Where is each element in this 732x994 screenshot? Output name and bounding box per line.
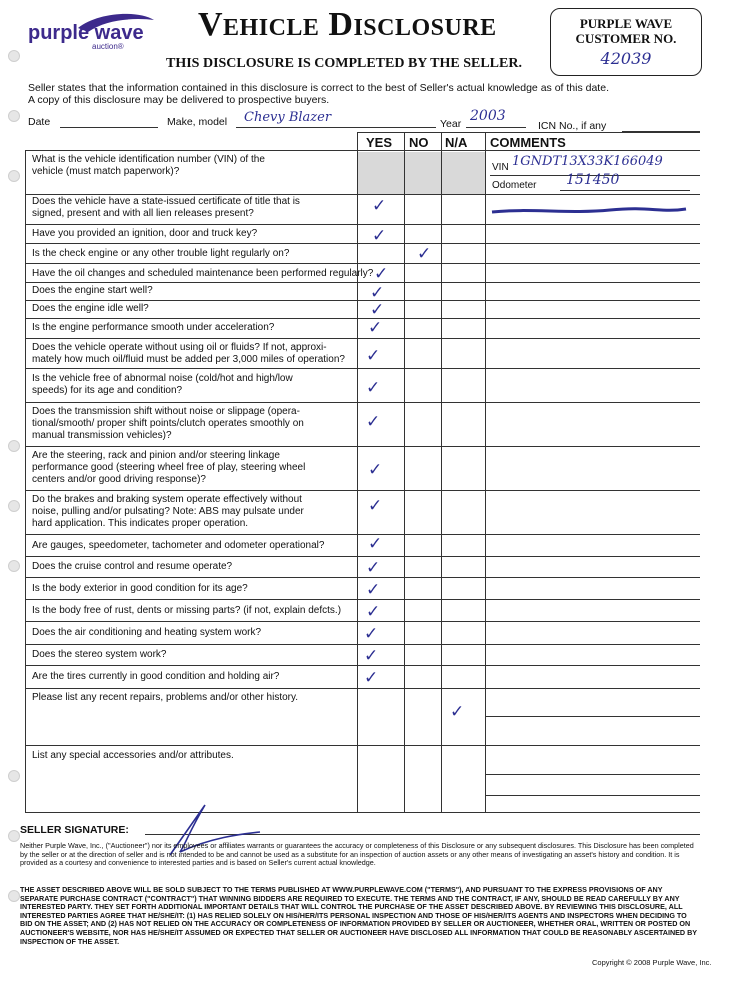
vin-label: VIN [492, 162, 509, 173]
question-abnormal-noise: Is the vehicle free of abnormal noise (cold/hot and high/low speeds) for its age and condition? [32, 373, 293, 396]
row-line [25, 621, 700, 622]
row-line [25, 282, 700, 283]
year-field-line [466, 127, 526, 128]
question-cruise-control: Does the cruise control and resume operate? [32, 561, 233, 572]
customer-number: 42039 [600, 49, 652, 68]
odometer-label: Odometer [492, 180, 537, 191]
customer-label-1: PURPLE WAVE [579, 16, 673, 31]
icn-label: ICN No., if any [538, 120, 607, 132]
row-line [25, 263, 700, 264]
row-line [25, 665, 700, 666]
row-line [25, 644, 700, 645]
punch-hole [8, 890, 20, 902]
header-top-line [357, 132, 700, 133]
question-air-conditioning: Does the air conditioning and heating system work? [32, 627, 262, 638]
question-repairs: Please list any recent repairs, problems and/or other history. [32, 692, 299, 703]
check-yes-body-exterior[interactable]: ✓ [366, 580, 381, 600]
col-na-header: N/A [445, 135, 468, 150]
check-yes-stereo[interactable]: ✓ [364, 646, 379, 666]
row-line [25, 599, 700, 600]
col-divider-yes [357, 132, 358, 812]
signature-label: SELLER SIGNATURE: [20, 824, 129, 836]
logo-wordmark: purple wave [28, 22, 144, 44]
punch-hole [8, 500, 20, 512]
check-na-repairs[interactable]: ✓ [450, 702, 465, 722]
check-yes-tires[interactable]: ✓ [364, 668, 379, 688]
check-yes-air-conditioning[interactable]: ✓ [364, 624, 379, 644]
check-yes-abnormal-noise[interactable]: ✓ [366, 378, 381, 398]
col-yes-header: YES [366, 135, 393, 150]
date-field[interactable] [60, 127, 158, 128]
seller-statement [28, 82, 708, 106]
question-accessories: List any special accessories and/or attributes. [32, 750, 234, 761]
punch-hole [8, 110, 20, 122]
punch-hole [8, 560, 20, 572]
row-line [25, 338, 700, 339]
vin-row-shade [357, 152, 485, 194]
check-yes-gauges[interactable]: ✓ [368, 534, 383, 554]
question-engine-idle: Does the engine idle well? [32, 303, 149, 314]
odometer-line [560, 190, 690, 191]
question-gauges: Are gauges, speedometer, tachometer and odometer operational? [32, 540, 325, 551]
punch-hole [8, 830, 20, 842]
row-line [25, 490, 700, 491]
make-field-line [236, 127, 436, 128]
check-yes-brakes[interactable]: ✓ [368, 496, 383, 516]
col-divider-na [441, 132, 442, 812]
comments-line [485, 774, 700, 775]
question-vin: What is the vehicle identification number (VIN) of the vehicle (must match paperwork)? [32, 154, 265, 177]
copyright-text: Copyright © 2008 Purple Wave, Inc. [592, 958, 712, 967]
date-label: Date [28, 116, 51, 128]
row-line [25, 534, 700, 535]
page-title: Vehicle Disclosure [198, 6, 497, 43]
question-body-rust: Is the body free of rust, dents or missing parts? (if not, explain defcts.) [32, 605, 342, 616]
statement-line-1: Seller states that the information contained in this disclosure is correct to the best of Seller's actual knowledge as of this date. [28, 82, 609, 94]
question-oil-changes: Have the oil changes and scheduled maintenance been performed regularly? [32, 268, 374, 279]
disclaimer-paragraph-1: Neither Purple Wave, Inc., ("Auctioneer") nor its employees or affiliates warrants or guarantees the accuracy or completeness of this Disclosure or any subsequent disclosures. This Disclosure has been completed by the seller or at the direction of seller and is not intended to be and cannot be used as a substitute for an inspection of auction assets or any other means of investigating an asset's history and condition. It is provided as a courtesy and convenience to interested parties and is based on Seller's current actual knowledge. [20, 841, 694, 868]
question-steering: Are the steering, rack and pinion and/or steering linkage performance good (steering wheel free of play, steering wheel centers and/or good driving response)? [32, 450, 306, 485]
question-engine-start: Does the engine start well? [32, 285, 153, 296]
row-line [25, 402, 700, 403]
customer-number-box [550, 8, 702, 76]
page-subtitle: THIS DISCLOSURE IS COMPLETED BY THE SELLER. [166, 56, 522, 71]
comments-line [485, 795, 700, 796]
row-line [25, 318, 700, 319]
question-keys: Have you provided an ignition, door and truck key? [32, 228, 258, 239]
row-line [25, 150, 700, 151]
question-stereo: Does the stereo system work? [32, 649, 167, 660]
col-comments-header: COMMENTS [490, 135, 566, 150]
question-body-exterior: Is the body exterior in good condition for its age? [32, 583, 248, 594]
check-yes-oil-changes[interactable]: ✓ [374, 264, 389, 284]
row-line [25, 300, 700, 301]
table-border-left [25, 150, 26, 812]
logo-subtext: auction® [92, 42, 124, 51]
row-line [25, 446, 700, 447]
punch-hole [8, 440, 20, 452]
vin-value[interactable]: 1GNDT13X33K166049 [512, 154, 663, 169]
year-label: Year [440, 118, 462, 130]
punch-hole [8, 50, 20, 62]
check-yes-steering[interactable]: ✓ [368, 460, 383, 480]
question-transmission: Does the transmission shift without noise or slippage (opera- tional/smooth/ proper shift points/clutch operates smoothly on manual transmission vehicles)? [32, 406, 304, 441]
year-value[interactable]: 2003 [470, 108, 506, 124]
col-no-header: NO [409, 135, 429, 150]
customer-label-2: CUSTOMER NO. [575, 31, 677, 46]
question-title: Does the vehicle have a state-issued certificate of title that is signed, present and with all lien releases present? [32, 196, 300, 219]
col-divider-no [404, 132, 405, 812]
row-line [25, 688, 700, 689]
make-value[interactable]: Chevy Blazer [244, 110, 332, 125]
check-yes-engine-performance[interactable]: ✓ [368, 318, 383, 338]
question-brakes: Do the brakes and braking system operate effectively without noise, pulling and/or pulsating? Note: ABS may pulsate under hard application. This indicates proper operation. [32, 494, 304, 529]
scribble-mark-icon [490, 204, 690, 218]
question-oil-fluids: Does the vehicle operate without using oil or fluids? If not, approxi- mately how much oil/fluid must be added per 3,000 miles of operation? [32, 342, 345, 365]
check-yes-body-rust[interactable]: ✓ [366, 602, 381, 622]
row-line [25, 368, 700, 369]
comments-line [485, 716, 700, 717]
check-yes-transmission[interactable]: ✓ [366, 412, 381, 432]
check-yes-title[interactable]: ✓ [372, 196, 387, 216]
check-no-check-engine[interactable]: ✓ [417, 244, 432, 264]
row-line [25, 243, 700, 244]
row-line [25, 577, 700, 578]
row-line [25, 194, 700, 195]
disclaimer-paragraph-2: THE ASSET DESCRIBED ABOVE WILL BE SOLD SUBJECT TO THE TERMS PUBLISHED AT WWW.PURPLEWAVE.COM ("TERMS"), AND PURSUANT TO THE EXPRESS PROVISIONS OF ANY SEPARATE PURCHASE CONTRACT ("CONTRACT") THAT WINNING BIDDERS ARE REQUIRED TO EXECUTE. THE TERMS AND THE CONTRACT, IF ANY, SHOULD BE READ CAREFULLY BY ANY INTERESTED PARTY. THEY SET FORTH ADDITIONAL IMPORTANT DETAILS THAT WILL CONTROL THE PURCHASE OF THE ASSET DESCRIBED ABOVE. BY REVIEWING THIS DISCLOSURE, ALL INTERESTED PARTIES AGREE THAT HE/SHE/IT: (1) HAS RELIED SOLELY ON HIS/HER/ITS PERSONAL INSPECTION AND THOSE OF HIS/HER/ITS AGENTS AND INSPECTORS WHEN DECIDING TO BID ON THE ASSET; AND (2) HAS NOT RELIED ON THE ACCURACY OR COMPLETENESS OF INFORMATION PROVIDED BY SELLER OR AUCTIONEER, WHETHER ORAL, WRITTEN OR POSTED ON AUCTIONEER'S WEBSITE, NOR HAS HE/SHE/IT ASSUMED OR EXPECTED THAT SELLER OR AUCTIONEER HAVE DISCLOSED ALL INFORMATION THAT COULD BE REASONABLY ASCERTAINED BY INSPECTION OF THE ASSET. [20, 885, 697, 946]
statement-line-2: A copy of this disclosure may be delivered to prospective buyers. [28, 94, 330, 106]
row-line [25, 556, 700, 557]
col-divider-comments [485, 132, 486, 812]
row-line [25, 812, 700, 813]
odometer-value[interactable]: 151450 [566, 172, 620, 188]
check-yes-keys[interactable]: ✓ [372, 226, 387, 246]
make-label: Make, model [167, 116, 228, 128]
check-yes-engine-idle[interactable]: ✓ [370, 300, 385, 320]
check-yes-engine-start[interactable]: ✓ [370, 283, 385, 303]
punch-hole [8, 770, 20, 782]
punch-hole [8, 170, 20, 182]
check-yes-oil-fluids[interactable]: ✓ [366, 346, 381, 366]
question-tires: Are the tires currently in good condition and holding air? [32, 671, 280, 682]
question-check-engine: Is the check engine or any other trouble light regularly on? [32, 248, 290, 259]
question-engine-performance: Is the engine performance smooth under acceleration? [32, 322, 275, 333]
row-line [25, 224, 700, 225]
row-line [25, 745, 700, 746]
check-yes-cruise-control[interactable]: ✓ [366, 558, 381, 578]
